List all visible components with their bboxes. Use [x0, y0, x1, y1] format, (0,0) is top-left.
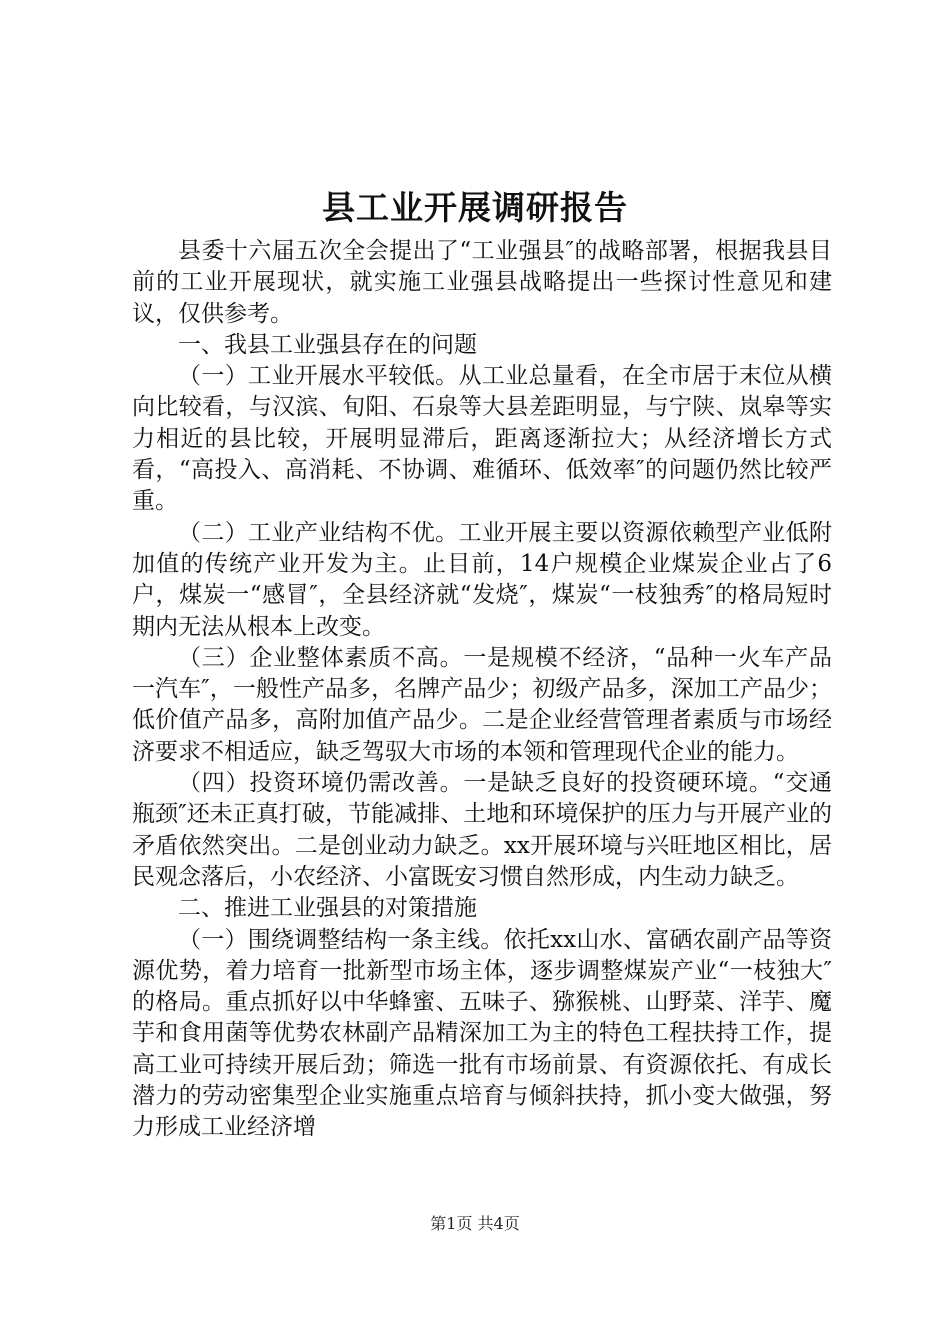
document-body: [132, 236, 832, 1144]
paragraph-problem-4: （四）投资环境仍需改善。一是缺乏良好的投资硬环境。“交通瓶颈″还未正真打破，节能减排、土地和环境保护的压力与开展产业的矛盾依然突出。二是创业动力缺乏。xx开展环境与兴旺地区相比，居民观念落后，小农经济、小富既安习惯自然形成，内生动力缺乏。: [132, 770, 832, 890]
section-heading-measures: 二、推进工业强县的对策措施: [178, 895, 477, 922]
paragraph-intro: 县委十六届五次全会提出了“工业强县″的战略部署，根据我县目前的工业开展现状，就实施工业强县战略提出一些探讨性意见和建议，仅供参考。: [132, 238, 832, 327]
paragraph-measure-1: （一）围绕调整结构一条主线。依托xx山水、富硒农副产品等资源优势，着力培育一批新型市场主体，逐步调整煤炭产业“一枝独大″的格局。重点抓好以中华蜂蜜、五味子、猕猴桃、山野菜、洋芋、魔芋和食用菌等优势农林副产品精深加工为主的特色工程扶持工作，提高工业可持续开展后劲；筛选一批有市场前景、有资源依托、有成长潜力的劳动密集型企业实施重点培育与倾斜扶持，抓小变大做强，努力形成工业经济增: [132, 926, 832, 1141]
paragraph-problem-1: （一）工业开展水平较低。从工业总量看，在全市居于末位从横向比较看，与汉滨、旬阳、石泉等大县差距明显，与宁陕、岚皋等实力相近的县比较，开展明显滞后，距离逐渐拉大；从经济增长方式看，“高投入、高消耗、不协调、难循环、低效率″的问题仍然比较严重。: [132, 363, 832, 515]
document-title: 县工业开展调研报告: [322, 188, 628, 227]
paragraph-problem-2: （二）工业产业结构不优。工业开展主要以资源依赖型产业低附加值的传统产业开发为主。止目前，14户规模企业煤炭企业占了6户，煤炭一“感冒″，全县经济就“发烧″，煤炭“一枝独秀″的格局短时期内无法从根本上改变。: [132, 519, 832, 640]
page-number-footer: 第1页 共4页: [430, 1214, 520, 1233]
paragraph-problem-3: （三）企业整体素质不高。一是规模不经济，“品种一火车产品一汽车″，一般性产品多，名牌产品少；初级产品多，深加工产品少；低价值产品多，高附加值产品少。二是企业经营管理者素质与市场经济要求不相适应，缺乏驾驭大市场的本领和管理现代企业的能力。: [132, 644, 832, 765]
section-heading-problems: 一、我县工业强县存在的问题: [178, 331, 477, 358]
